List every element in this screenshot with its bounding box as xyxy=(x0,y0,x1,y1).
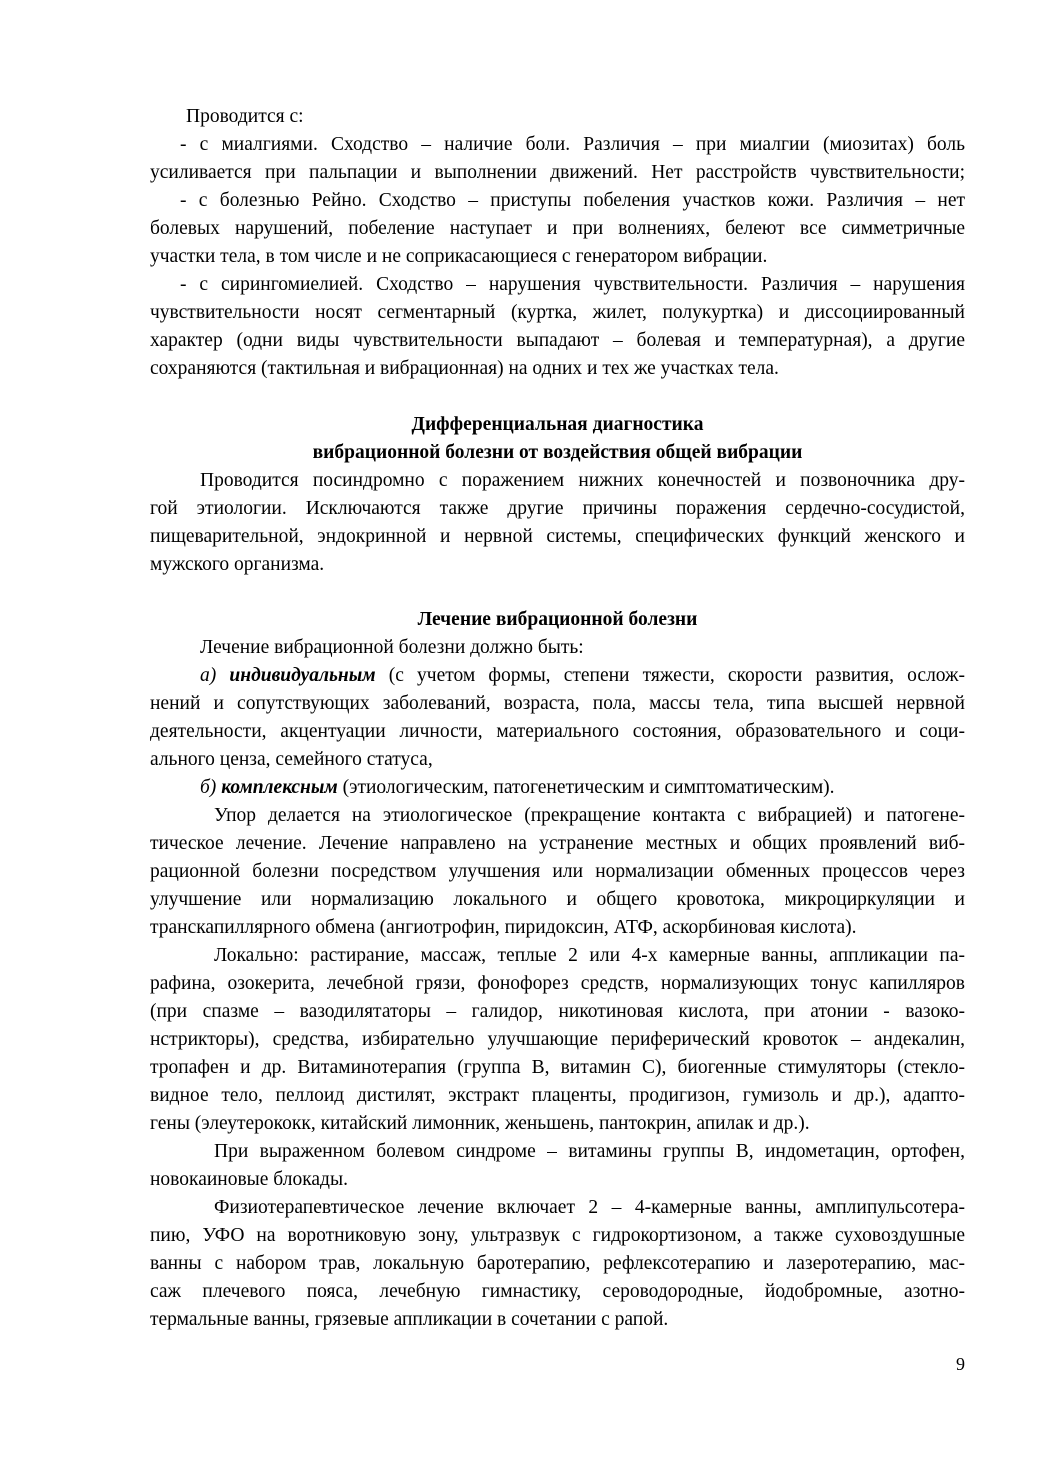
text-line: транскапиллярного обмена (ангиотрофин, пиридоксин, АТФ, аскорбиновая кислота). xyxy=(150,917,857,938)
text-line: нений и сопутствующих заболеваний, возраста, пола, массы тела, типа высшей нервной xyxy=(150,693,965,714)
text-line: гены (элеутерококк, китайский лимонник, женьшень, пантокрин, апилак и др.). xyxy=(150,1113,810,1134)
text-line: При выраженном болевом синдроме – витамины группы В, индометацин, ортофен, xyxy=(214,1141,965,1162)
text-span: (с учетом формы, степени тяжести, скорости развития, ослож- xyxy=(388,665,966,686)
text-line: ального ценза, семейного статуса, xyxy=(150,749,433,770)
text-line: саж плечевого пояса, лечебную гимнастику, сероводородные, йодобромные, азотно- xyxy=(150,1281,965,1302)
list-item-a xyxy=(200,662,965,690)
list-marker: а) xyxy=(200,665,217,686)
text-line: - с миалгиями. Сходство – наличие боли. Различия – при миалгии (миозитах) боль xyxy=(180,134,965,155)
page-number: 9 xyxy=(956,1354,965,1374)
text-line: - с болезнью Рейно. Сходство – приступы побеления участков кожи. Различия – нет xyxy=(180,190,965,211)
text-line: болевых нарушений, побеление наступает и при волнениях, белеют все симметричные xyxy=(150,218,965,239)
text-line: улучшение или нормализацию локального и общего кровотока, микроциркуляции и xyxy=(150,889,965,910)
text-line: Физиотерапевтическое лечение включает 2 – 4-камерные ванны, амплипульсотера- xyxy=(214,1197,965,1218)
list-marker: б) xyxy=(200,777,217,798)
text-line: чувствительности носят сегментарный (куртка, жилет, полукуртка) и диссоциированный xyxy=(150,302,965,323)
text-line: сохраняются (тактильная и вибрационная) на одних и тех же участках тела. xyxy=(150,358,779,379)
text-line: Локально: растирание, массаж, теплые 2 или 4-х камерные ванны, аппликации па- xyxy=(214,945,965,966)
emphasized-term: комплексным xyxy=(221,777,338,798)
text-line: пию, УФО на воротниковую зону, ультразвук с гидрокортизоном, а также суховоздушные xyxy=(150,1225,965,1246)
text-line: (при спазме – вазодилятаторы – галидор, никотиновая кислота, при атонии - вазоко- xyxy=(150,1001,965,1022)
list-item-b xyxy=(200,774,965,802)
text-line: деятельности, акцентуации личности, материального состояния, образовательного и соци- xyxy=(150,721,965,742)
text-line: - с сирингомиелией. Сходство – нарушения чувствительности. Различия – нарушения xyxy=(180,274,965,295)
text-line: Проводится с: xyxy=(186,106,304,127)
text-span: (этиологическим, патогенетическим и симптоматическим). xyxy=(342,777,835,798)
text-line: ванны с набором трав, локальную баротерапию, рефлексотерапию и лазеротерапию, мас- xyxy=(150,1253,965,1274)
text-line: рафина, озокерита, лечебной грязи, фонофорез средств, нормализующих тонус капилляров xyxy=(150,973,965,994)
text-line: Лечение вибрационной болезни должно быть: xyxy=(200,637,584,658)
section-heading: вибрационной болезни от воздействия общей вибрации xyxy=(312,442,803,463)
text-line: мужского организма. xyxy=(150,554,325,575)
section-heading: Дифференциальная диагностика xyxy=(411,414,704,435)
text-line: новокаиновые блокады. xyxy=(150,1169,348,1190)
text-line: Упор делается на этиологическое (прекращение контакта с вибрацией) и патогене- xyxy=(214,805,965,826)
text-line: тическое лечение. Лечение направлено на устранение местных и общих проявлений виб- xyxy=(150,833,965,854)
text-line: термальные ванны, грязевые аппликации в сочетании с рапой. xyxy=(150,1309,669,1330)
text-line: характер (одни виды чувствительности выпадают – болевая и температурная), а другие xyxy=(150,330,965,351)
section-heading: Лечение вибрационной болезни xyxy=(417,609,698,630)
text-line: Проводится посиндромно с поражением нижних конечностей и позвоночника дру- xyxy=(200,470,965,491)
text-line: пищеварительной, эндокринной и нервной системы, специфических функций женского и xyxy=(150,526,965,547)
text-line: участки тела, в том числе и не соприкасающиеся с генератором вибрации. xyxy=(150,246,768,267)
text-line: усиливается при пальпации и выполнении движений. Нет расстройств чувствительности; xyxy=(150,162,965,183)
text-line: тропафен и др. Витаминотерапия (группа В, витамин С), биогенные стимуляторы (стекло- xyxy=(150,1057,965,1078)
text-line: видное тело, пеллоид дистилят, экстракт плаценты, продигизон, гумизоль и др.), адапто- xyxy=(150,1085,965,1106)
emphasized-term: индивидуальным xyxy=(229,665,376,686)
text-line: нстрикторы), средства, избирательно улучшающие периферический кровоток – андекалин, xyxy=(150,1029,965,1050)
text-line: гой этиологии. Исключаются также другие причины поражения сердечно-сосудистой, xyxy=(150,498,965,519)
text-line: рационной болезни посредством улучшения или нормализации обменных процессов через xyxy=(150,861,965,882)
